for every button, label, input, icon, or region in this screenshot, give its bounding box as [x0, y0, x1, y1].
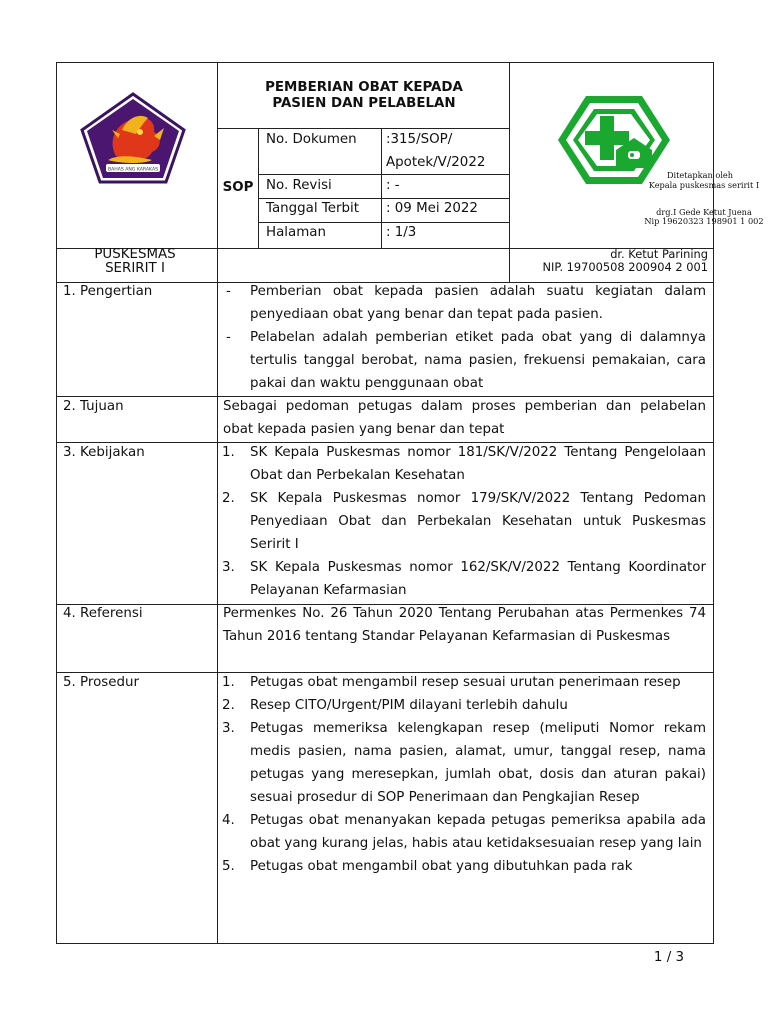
list-item: 3. Petugas memeriksa kelengkapan resep (meliputi Nomor rekam medis pasien, nama pasien, alamat, umur, tanggal resep, nama petugas yang meresepkan, jumlah obat, dosis dan aturan pakai) sesuai prosedur di SOP Penerimaan dan Pengkajian Resep [222, 721, 706, 805]
referensi-text: Permenkes No. 26 Tahun 2020 Tentang Perubahan atas Permenkes 74 Tahun 2016 tentang Standar Pelayanan Kefarmasian di Puskesmas [223, 606, 706, 644]
section-label-referensi: 4. Referensi [63, 606, 143, 621]
field-label-no-dokumen: No. Dokumen [266, 132, 357, 147]
stamp-line-2: Kepala puskesmas seririt I [648, 180, 760, 190]
field-label-halaman: Halaman [266, 225, 326, 240]
divider [509, 62, 510, 282]
signer-name: dr. Ketut Parining [610, 247, 708, 261]
list-item: - Pelabelan adalah pemberian etiket pada obat yang di dalamnya tertulis tanggal berobat, nama pasien, frekuensi pemakaian, cara pakai dan waktu penggunaan obat [226, 330, 706, 391]
divider [217, 62, 218, 282]
list-item: 4. Petugas obat menanyakan kepada petugas pemeriksa apabila ada obat yang kurang jelas, habis atau ketidaksesuaian resep yang lain [222, 813, 706, 851]
tujuan-text: Sebagai pedoman petugas dalam proses pemberian dan pelabelan obat kepada pasien yang benar dan tepat [223, 399, 706, 437]
section-label-pengertian: 1. Pengertian [63, 284, 153, 299]
svg-text:BAHAS ANG KARAKAS: BAHAS ANG KARAKAS [107, 167, 159, 173]
field-value-no-revisi: : - [386, 178, 400, 193]
sop-label: SOP [222, 180, 254, 195]
list-item: 1. Petugas obat mengambil resep sesuai urutan penerimaan resep [222, 675, 681, 690]
field-value-tanggal-terbit: : 09 Mei 2022 [386, 201, 478, 216]
document-title: PEMBERIAN OBAT KEPADA PASIEN DAN PELABELAN [265, 80, 463, 111]
list-item: 2. Resep CITO/Urgent/PIM dilayani terlebih dahulu [222, 698, 568, 713]
kebijakan-list [222, 441, 706, 602]
list-item: 3. SK Kepala Puskesmas nomor 162/SK/V/2022 Tentang Koordinator Pelayanan Kefarmasian [222, 560, 706, 598]
section-label-tujuan: 2. Tujuan [63, 399, 124, 414]
page-number: 1 / 3 [653, 950, 684, 965]
stamp-line-4: Nip 19620323 198901 1 002 [644, 216, 764, 226]
list-item: - Pemberian obat kepada pasien adalah suatu kegiatan dalam penyediaan obat yang benar dan tepat pada pasien. [226, 284, 706, 322]
stamp-line-3: drg.I Gede Ketut Juena [656, 207, 752, 217]
field-label-tanggal-terbit: Tanggal Terbit [266, 201, 359, 216]
stamp-line-1: Ditetapkan oleh [666, 170, 734, 180]
crest-icon [78, 90, 188, 186]
list-item: 1. SK Kepala Puskesmas nomor 181/SK/V/2022 Tentang Pengelolaan Obat dan Perbekalan Kesehatan [222, 445, 706, 483]
field-value-no-dokumen: :315/SOP/ Apotek/V/2022 [386, 132, 486, 170]
pengertian-list [222, 280, 706, 395]
prosedur-list [222, 671, 706, 878]
logo-buleleng [78, 90, 188, 186]
list-item: 5. Petugas obat mengambil obat yang dibutuhkan pada rak [222, 859, 633, 874]
divider [258, 128, 259, 248]
signer-nip: NIP. 19700508 200904 2 001 [542, 260, 708, 274]
divider [381, 128, 382, 248]
section-label-prosedur: 5. Prosedur [63, 675, 139, 690]
divider [217, 282, 218, 944]
field-value-halaman: : 1/3 [386, 225, 417, 240]
puskesmas-name: PUSKESMAS SERIRIT I [94, 247, 176, 276]
field-label-no-revisi: No. Revisi [266, 178, 332, 193]
list-item: 2. SK Kepala Puskesmas nomor 179/SK/V/2022 Tentang Pedoman Penyediaan Obat dan Perbekalan Kesehatan untuk Puskesmas Seririt I [222, 491, 706, 552]
section-label-kebijakan: 3. Kebijakan [63, 445, 145, 460]
